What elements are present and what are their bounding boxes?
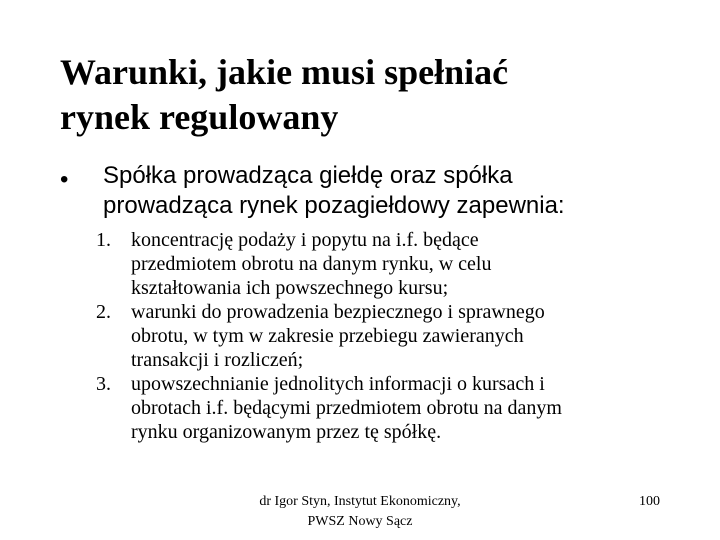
bullet-text-line: Spółka prowadząca giełdę oraz spółka	[103, 162, 513, 189]
list-item-line: warunki do prowadzenia bezpiecznego i sprawnego	[131, 301, 545, 323]
list-item-line: przedmiotem obrotu na danym rynku, w celu	[131, 253, 492, 275]
list-item-line: upowszechnianie jednolitych informacji o kursach i	[131, 373, 545, 395]
numbered-list	[96, 228, 696, 444]
slide-title-line: Warunki, jakie musi spełniać	[60, 52, 509, 92]
list-item-line: obrotach i.f. będącymi przedmiotem obrotu na danym	[131, 397, 562, 419]
footer-line: PWSZ Nowy Sącz	[307, 514, 413, 529]
bullet-marker: •	[60, 166, 69, 193]
list-item-line: rynku organizowanym przez tę spółkę.	[131, 421, 442, 443]
list-item-line: obrotu, w tym w zakresie przebiegu zawieranych	[131, 325, 524, 347]
list-item	[96, 300, 696, 372]
list-item	[96, 372, 696, 444]
list-item-number: 3.	[96, 373, 111, 395]
slide-title-line: rynek regulowany	[60, 97, 339, 137]
footer-line: dr Igor Styn, Instytut Ekonomiczny,	[259, 494, 461, 509]
list-item-number: 2.	[96, 301, 111, 323]
slide-title	[60, 50, 680, 140]
list-item-line: transakcji i rozliczeń;	[131, 349, 304, 371]
list-item-line: koncentrację podaży i popytu na i.f. będące	[131, 229, 479, 251]
bullet-text	[103, 161, 703, 221]
slide-footer	[240, 492, 480, 532]
list-item-number: 1.	[96, 229, 111, 251]
page-number: 100	[639, 494, 660, 509]
list-item	[96, 228, 696, 300]
bullet-text-line: prowadząca rynek pozagiełdowy zapewnia:	[103, 192, 565, 219]
list-item-line: kształtowania ich powszechnego kursu;	[131, 277, 449, 299]
